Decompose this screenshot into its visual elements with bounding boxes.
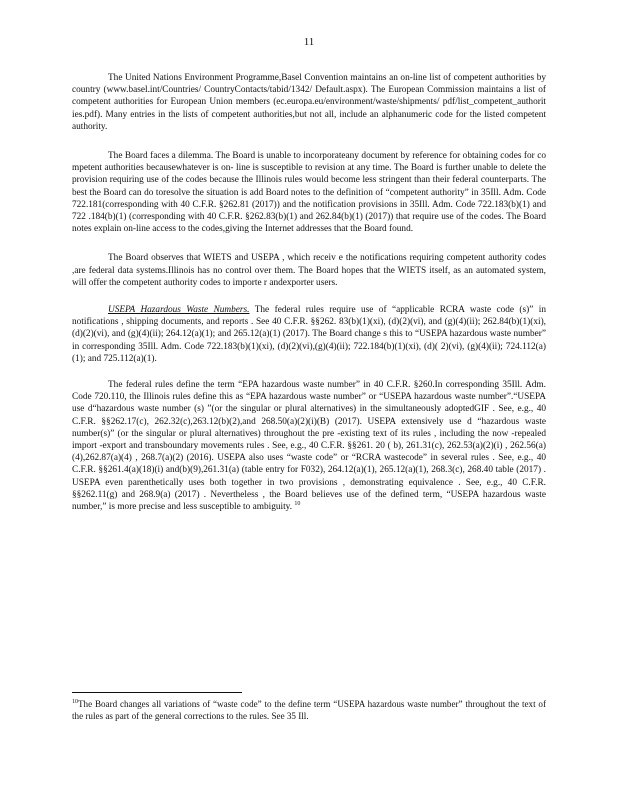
paragraph-term-definition <box>72 379 546 513</box>
page-number: 11 <box>303 36 315 48</box>
section-heading: USEPA Hazardous Waste Numbers. <box>108 305 250 316</box>
footnote <box>72 698 546 722</box>
paragraph-competent-authority-lists: The United Nations Environment Programme,Basel Convention maintains an on-line list of competent authorities by country (www.basel.int/Countries/ CountryContacts/tabid/1342/ Default.aspx). The European Commission maintains a list of competent authorities for European Union members (ec.europa.eu/environment/waste/shipments/ pdf/list_competent_authorit ies.pdf). Many entries in the lists of competent authorities,but not all, include an alphanumeric code for the listed competent authority. <box>72 73 546 132</box>
paragraph-wiets-usepa: The Board observes that WIETS and USEPA , which receiv e the notifications requiring competent authority codes ,are federal data systems.Illinois has no control over them. The Board hopes that the WIETS itself, as an automated system, will offer the competent authority codes to importe r andexporter users. <box>72 253 546 288</box>
footnote-divider <box>72 692 242 693</box>
section-paragraph-text: The federal rules require use of “applicable RCRA waste code (s)” in notifications , shipping documents, and reports . See 40 C.F.R. §§262. 83(b)(1)(xi), (d)(2)(vi), and (g)(4)(ii); 262.84(b)(1)(xi), (d)(2)(vi), and (g)(4)(ii); 264.12(a)(1); and 265.12(a)(1) (2017). The Board change s this to “USEPA hazardous waste number” in corresponding 35Ill. Adm. Code 722.183(b)(1)(xi), (d)(2)(vi),(g)(4)(ii); 722.184(b)(1)(xi), (d)( 2)(vi), (g)(4)(ii); 724.112(a)(1); and 725.112(a)(1). <box>72 305 546 364</box>
paragraph-usepa-waste-numbers <box>72 304 546 365</box>
footnote-marker: 10 <box>72 698 78 705</box>
footnote-reference: 10 <box>294 501 301 507</box>
paragraph-board-dilemma: The Board faces a dilemma. The Board is unable to incorporateany document by reference for obtaining codes for co mpetent authorities becausewhatever is on- line is susceptible to revision at any time. The Board is further unable to delete the provision requiring use of the codes because the Illinois rules would become less stringent than their federal counterparts. The best the Board can do toresolve the situation is add Board notes to the definition of “competent authority” in 35Ill. Adm. Code 722.181(corresponding with 40 C.F.R. §262.81 (2017)) and the notification provisions in 35Ill. Adm. Code 722.183(b)(1) and 722 .184(b)(1) (corresponding with 40 C.F.R. §262.83(b)(1) and 262.84(b)(1) (2017)) that require use of the codes. The Board notes explain on-line access to the codes,giving the Internet addresses that the Board found. <box>72 151 546 235</box>
definition-paragraph-text: The federal rules define the term “EPA hazardous waste number” in 40 C.F.R. §260.In corresponding 35Ill. Adm. Code 720.110, the Illinois rules define this as “EPA hazardous waste number” or “USEPA hazardous waste number”.“USEPA use d“hazardous waste number (s) ”(or the singular or plural alternatives) in the simultaneously adoptedGIF . See, e.g., 40 C.F.R. §§262.17(c), 262.32(c),263.12(b)(2),and 268.50(a)(2)(i)(B) (2017). USEPA extensively use d “hazardous waste number(s)” (or the singular or plural alternatives) throughout the pre -existing text of its rules , including the now -repealed import -export and transboundary movements rules . See, e.g., 40 C.F.R. §§261. 20 ( b), 261.31(c), 262.53(a)(2)(i) , 262.56(a)(4),262.87(a)(4) , 268.7(a)(2) (2016). USEPA also uses “waste code” or “RCRA wastecode” in several rules . See, e.g., 40 C.F.R. §§261.4(a)(18)(i) and(b)(9),261.31(a) (table entry for F032), 264.12(a)(1), 265.12(a)(1), 268.3(c), 268.40 table (2017) . USEPA even parenthetically uses both together in two provisions , demonstrating equivalence . See, e.g., 40 C.F.R. §§262.11(g) and 268.9(a) (2017) . Nevertheless , the Board believes use of the defined term, “USEPA hazardous waste number,” is more precise and less susceptible to ambiguity. <box>72 380 546 513</box>
body-text <box>72 72 546 530</box>
footnote-text: The Board changes all variations of “waste code” to the define term “USEPA hazardous waste number” throughout the text of the rules as part of the general corrections to the rules. See 35 Ill. <box>72 699 546 721</box>
